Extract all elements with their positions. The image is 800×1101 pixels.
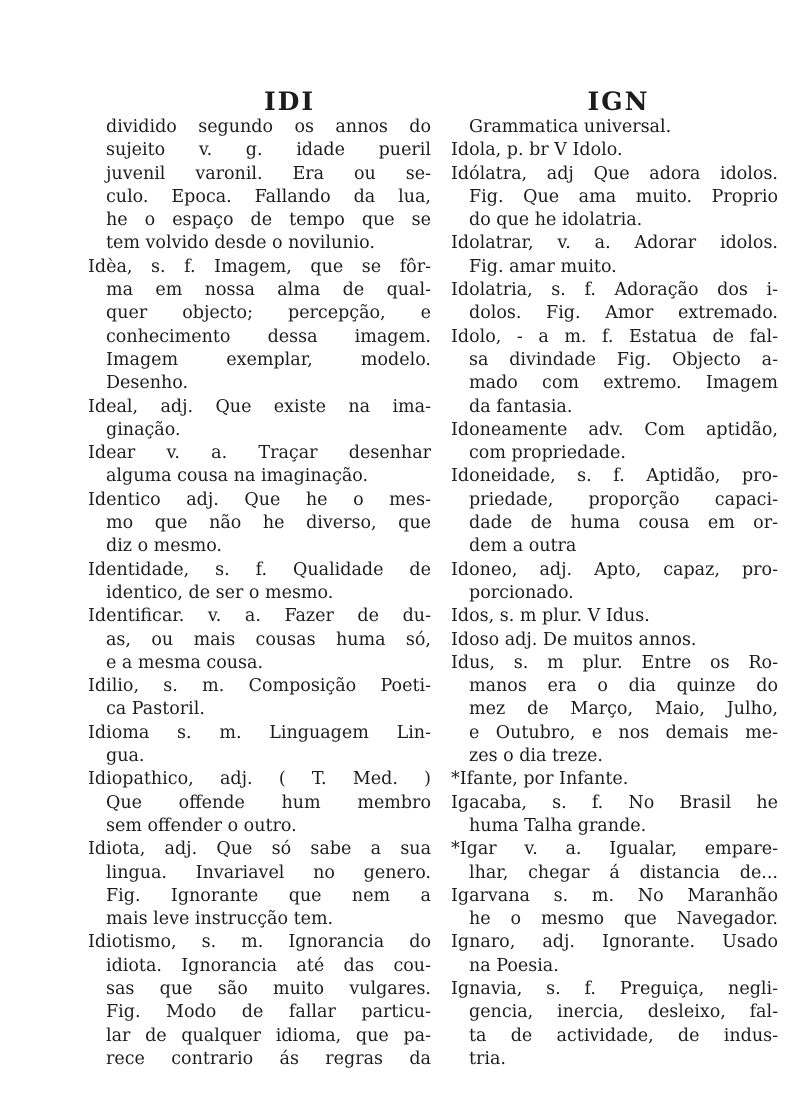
text-line: idiota. Ignorancia até das cou- xyxy=(106,955,431,976)
text-line: mais leve instrucção tem. xyxy=(106,909,334,930)
text-line: da fantasia. xyxy=(469,396,573,417)
text-line: Ideal, adj. Que existe na ima- xyxy=(88,396,431,417)
text-line: Idoneamente adv. Com aptidão, xyxy=(451,419,778,440)
text-line: zes o dia treze. xyxy=(469,746,603,767)
text-line: Identificar. v. a. Fazer de du- xyxy=(88,606,431,627)
text-line: Idilio, s. m. Composição Poeti- xyxy=(88,676,431,697)
text-line: Desenho. xyxy=(106,373,189,394)
text-line: dividido segundo os annos do xyxy=(106,117,431,137)
text-line: conhecimento dessa imagem. xyxy=(106,326,431,347)
text-line: diz o mesmo. xyxy=(106,536,222,557)
text-line: lhar, chegar á distancia de... xyxy=(469,862,778,883)
text-line: *Igar v. a. Igualar, empare- xyxy=(451,839,778,860)
text-line: lingua. Invariavel no genero. xyxy=(106,862,431,883)
text-line: as, ou mais cousas huma só, xyxy=(106,629,431,650)
text-line: com propriedade. xyxy=(469,443,626,464)
text-line: dade de huma cousa em or- xyxy=(469,513,778,534)
text-line: Idiotismo, s. m. Ignorancia do xyxy=(88,932,431,953)
left-column xyxy=(88,87,431,1071)
text-line: Identico adj. Que he o mes- xyxy=(88,489,431,510)
text-line: Idus, s. m plur. Entre os Ro- xyxy=(451,652,778,673)
text-line: ta de actividade, de indus- xyxy=(469,1025,778,1046)
text-line: Igacaba, s. f. No Brasil he xyxy=(451,792,778,813)
text-line: *Ifante, por Infante. xyxy=(451,769,629,790)
text-line: Identidade, s. f. Qualidade de xyxy=(88,559,431,580)
text-line: Idolatria, s. f. Adoração dos i- xyxy=(451,280,778,301)
text-line: gencia, inercia, desleixo, fal- xyxy=(469,1002,778,1023)
text-line: Idólatra, adj Que adora idolos. xyxy=(451,163,778,184)
text-line: do que he idolatria. xyxy=(469,210,643,231)
text-line: Idoneidade, s. f. Aptidão, pro- xyxy=(451,466,778,487)
text-line: ma em nossa alma de qual- xyxy=(106,280,431,301)
text-line: manos era o dia quinze do xyxy=(469,676,778,697)
text-line: ginação. xyxy=(106,419,181,440)
text-line: Idos, s. m plur. V Idus. xyxy=(451,606,650,627)
text-line: na Poesia. xyxy=(469,955,559,976)
text-line: Fig. amar muito. xyxy=(469,256,617,277)
text-line: lar de qualquer idioma, que pa- xyxy=(106,1025,431,1046)
text-line: he o espaço de tempo que se xyxy=(106,210,431,231)
text-line: Idiota, adj. Que só sabe a sua xyxy=(88,839,431,860)
text-line: Idoso adj. De muitos annos. xyxy=(451,629,697,650)
text-line: mez de Março, Maio, Julho, xyxy=(469,699,778,720)
text-line: Imagem exemplar, modelo. xyxy=(106,349,431,370)
text-line: e Outubro, e nos demais me- xyxy=(469,722,778,743)
text-line: tem volvido desde o novilunio. xyxy=(106,233,375,254)
text-line: Grammatica universal. xyxy=(469,117,672,137)
text-line: Que offende hum membro xyxy=(106,792,431,813)
text-line: rece contrario ás regras da xyxy=(106,1048,431,1069)
text-line: gua. xyxy=(106,746,145,767)
text-line: sem offender o outro. xyxy=(106,815,297,836)
text-line: ca Pastoril. xyxy=(106,699,205,720)
text-line: huma Talha grande. xyxy=(469,815,647,836)
text-line: Idolatrar, v. a. Adorar idolos. xyxy=(451,233,778,254)
text-line: alguma cousa na imaginação. xyxy=(106,466,369,487)
text-line: Fig. Ignorante que nem a xyxy=(106,885,431,906)
text-line: quer objecto; percepção, e xyxy=(106,303,431,324)
text-line: tria. xyxy=(469,1048,506,1069)
right-column xyxy=(451,87,778,1071)
text-line: mado com extremo. Imagem xyxy=(469,373,778,394)
text-line: mo que não he diverso, que xyxy=(106,513,431,534)
text-line: Idèa, s. f. Imagem, que se fôr- xyxy=(88,256,431,277)
text-line: he o mesmo que Navegador. xyxy=(469,909,778,930)
text-line: sas que são muito vulgares. xyxy=(106,978,431,999)
text-line: Idiopathico, adj. ( T. Med. ) xyxy=(88,769,431,790)
text-line: culo. Epoca. Fallando da lua, xyxy=(106,186,431,207)
text-line: Fig. Que ama muito. Proprio xyxy=(469,186,778,207)
text-line: sa divindade Fig. Objecto a- xyxy=(469,349,778,370)
left-column-text xyxy=(88,116,431,1071)
running-head-left: IDI xyxy=(263,87,316,116)
text-line: Idola, p. br V Idolo. xyxy=(451,140,623,161)
text-line: e a mesma cousa. xyxy=(106,652,264,673)
running-head-right: IGN xyxy=(587,87,650,116)
text-line: Idolo, - a m. f. Estatua de fal- xyxy=(451,326,778,347)
right-column-text xyxy=(451,116,778,1071)
text-line: Idoneo, adj. Apto, capaz, pro- xyxy=(451,559,778,580)
text-line: dolos. Fig. Amor extremado. xyxy=(469,303,778,324)
text-line: Fig. Modo de fallar particu- xyxy=(106,1002,431,1023)
text-line: sujeito v. g. idade pueril xyxy=(106,140,431,161)
text-line: Idear v. a. Traçar desenhar xyxy=(88,443,431,464)
text-line: Idioma s. m. Linguagem Lin- xyxy=(88,722,431,743)
text-line: identico, de ser o mesmo. xyxy=(106,582,334,603)
text-line: juvenil varonil. Era ou se- xyxy=(106,163,431,184)
text-line: Ignavia, s. f. Preguiça, negli- xyxy=(451,978,778,999)
text-line: dem a outra xyxy=(469,536,577,557)
text-line: priedade, proporção capaci- xyxy=(469,489,778,510)
text-line: Igarvana s. m. No Maranhão xyxy=(451,885,778,906)
text-line: porcionado. xyxy=(469,582,574,603)
text-line: Ignaro, adj. Ignorante. Usado xyxy=(451,932,778,953)
